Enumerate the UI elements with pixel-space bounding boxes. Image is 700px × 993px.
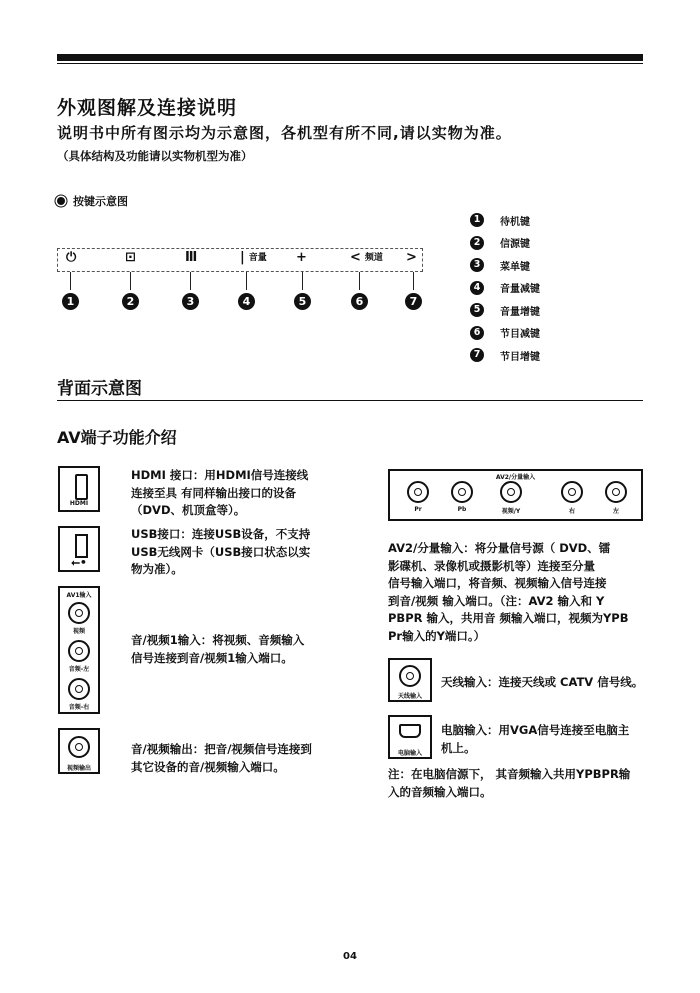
text-line: PBPR 输入，共用音 频输入端口，视频为YPB [388,611,629,625]
av1-video-jack [60,602,98,635]
coax-jack-icon [399,665,421,687]
vga-icon-label: 电脑输入 [397,750,422,757]
legend-label: 音量增键 [500,306,540,318]
pc-audio-note [388,766,630,801]
keys-heading [57,193,128,209]
text-line: 连接至具 有同样输出接口的设备 [131,485,297,500]
callout-6: 6 [351,293,368,310]
bullet-icon [57,197,65,205]
text-line: 机上。 [441,740,476,755]
callout-1: 1 [62,293,79,310]
legend-item [470,232,540,255]
text-line: 入的音频输入端口。 [388,784,492,799]
rca-jack-icon [451,481,473,503]
text-line: 影碟机、录像机或摄影机等）连接至分量 [388,558,595,573]
volume-down-key[interactable] [240,250,267,266]
leader-line [359,272,360,290]
legend-label: 菜单键 [500,261,530,273]
legend-item [470,209,540,232]
av2-video-y-jack [488,481,534,515]
rca-jack-icon [68,602,90,624]
text-line: 音/视频输出：把音/视频信号连接到 [131,742,312,756]
text-line: 电脑输入：用VGA信号连接至电脑主 [441,723,630,737]
callout-5: 5 [294,293,311,310]
source-key-icon[interactable]: ⊡ [125,250,136,265]
legend-number: 1 [470,213,484,227]
leader-line [130,272,131,290]
leader-line [413,272,414,290]
av1-description [131,632,304,667]
text-line: USB无线网卡（USB接口状态以实 [131,544,311,559]
rear-heading: 背面示意图 [57,379,142,399]
top-rule-thick [57,54,643,61]
section-rule [57,400,643,401]
antenna-icon-label: 天线输入 [397,693,422,700]
usb-description [131,526,310,579]
av2-pr-jack [398,481,438,513]
key-legend [470,209,540,367]
antenna-input-icon [388,658,432,702]
jack-label: Pr [414,506,422,513]
av2-component-panel [388,469,643,521]
text-line: 音/视频1输入：将视频、音频输入 [131,633,305,647]
text-line: HDMI 接口：用HDMI信号连接线 [131,468,309,482]
vga-description [441,722,629,757]
av1-input-panel [58,586,100,714]
minus-icon: | [240,250,245,265]
jack-label: 视频/Y [501,508,521,515]
legend-number: 7 [470,348,484,362]
jack-label: 音频-右 [68,704,90,711]
text-line: 到音/视频 输入端口。（注：AV2 输入和 Y [388,593,605,608]
text-line: 注：在电脑信源下， 其音频输入共用YPBPR输 [388,767,631,781]
av-output-icon [58,728,100,774]
legend-number: 4 [470,281,484,295]
av2-audio-left-jack [596,481,636,515]
text-line: USB接口：连接USB设备，不支持 [131,527,311,541]
callout-4: 4 [238,293,255,310]
jack-label: Pb [457,506,467,513]
callout-3: 3 [182,293,199,310]
legend-item [470,299,540,322]
av-out-jack [60,736,98,758]
hdmi-port-icon [58,466,100,512]
callout-7: 7 [405,293,422,310]
legend-label: 节目增键 [500,351,540,363]
volume-label: 音量 [248,253,267,263]
rca-jack-icon [68,678,90,700]
av2-description [388,540,629,645]
vga-input-icon [388,715,432,759]
rca-jack-icon [407,481,429,503]
av-output-description [131,741,312,776]
legend-item [470,277,540,300]
usb-slot-icon [75,534,88,558]
legend-label: 待机键 [500,216,530,228]
volume-up-key-icon[interactable]: + [296,250,307,265]
hdmi-icon-label: HDMI [69,500,89,507]
legend-number: 6 [470,326,484,340]
av-out-icon-label: 视频输出 [66,765,91,772]
channel-up-key-icon[interactable]: > [406,250,417,265]
jack-label: 音频-左 [68,666,90,673]
channel-label: 频道 [364,253,383,263]
top-rule-thin [57,63,643,64]
text-line: （DVD、机顶盒等）。 [131,503,246,517]
menu-key-icon[interactable]: Ⅲ [185,250,198,265]
usb-symbol-icon: ⭠• [71,556,87,569]
legend-item [470,322,540,345]
legend-item [470,344,540,367]
av-heading: AV端子功能介绍 [57,428,177,447]
page-note: （具体结构及功能请以实物机型为准） [57,149,253,163]
text-line: Pr输入的Y端口。） [388,628,486,643]
keys-heading-label: 按键示意图 [73,195,128,208]
leader-line [190,272,191,290]
hdmi-slot-icon [75,474,88,500]
rca-jack-icon [500,481,522,503]
page-number: 04 [343,951,357,962]
text-line: 信号连接到音/视频1输入端口。 [131,650,293,665]
hdmi-description [131,467,308,520]
av1-audio-right-jack [60,678,98,711]
vga-connector-icon [399,724,421,738]
text-line: 物为准）。 [131,562,183,576]
usb-port-icon [58,526,100,572]
leader-line [70,272,71,290]
text-line: 信号输入端口，将音频、视频输入信号连接 [388,576,607,590]
legend-number: 2 [470,236,484,250]
av2-pb-jack [442,481,482,513]
antenna-description: 天线输入：连接天线或 CATV 信号线。 [441,675,644,689]
av2-audio-right-jack [552,481,592,515]
av1-title: AV1输入 [66,592,92,599]
jack-label: 视频 [72,628,85,635]
leader-line [246,272,247,290]
legend-item [470,254,540,277]
page-title: 外观图解及连接说明 [57,97,238,119]
chevron-left-icon: < [350,250,361,265]
power-key-icon[interactable]: ⏻ [66,250,77,265]
jack-label: 右 [568,508,575,515]
legend-label: 信源键 [500,239,530,251]
legend-number: 3 [470,258,484,272]
av2-title: AV2/分量输入 [495,474,536,481]
rca-jack-icon [561,481,583,503]
av1-audio-left-jack [60,640,98,673]
channel-down-key[interactable] [350,250,383,266]
text-line: AV2/分量输入：将分量信号源（ DVD、镭 [388,541,611,555]
text-line: 其它设备的音/视频输入端口。 [131,759,285,774]
antenna-jack [390,665,430,687]
page-subtitle: 说明书中所有图示均为示意图，各机型有所不同,请以实物为准。 [57,124,512,142]
callout-2: 2 [122,293,139,310]
legend-label: 音量减键 [500,284,540,296]
rca-jack-icon [68,736,90,758]
rca-jack-icon [68,640,90,662]
rca-jack-icon [605,481,627,503]
legend-number: 5 [470,303,484,317]
jack-label: 左 [612,508,619,515]
legend-label: 节目减键 [500,329,540,341]
leader-line [302,272,303,290]
